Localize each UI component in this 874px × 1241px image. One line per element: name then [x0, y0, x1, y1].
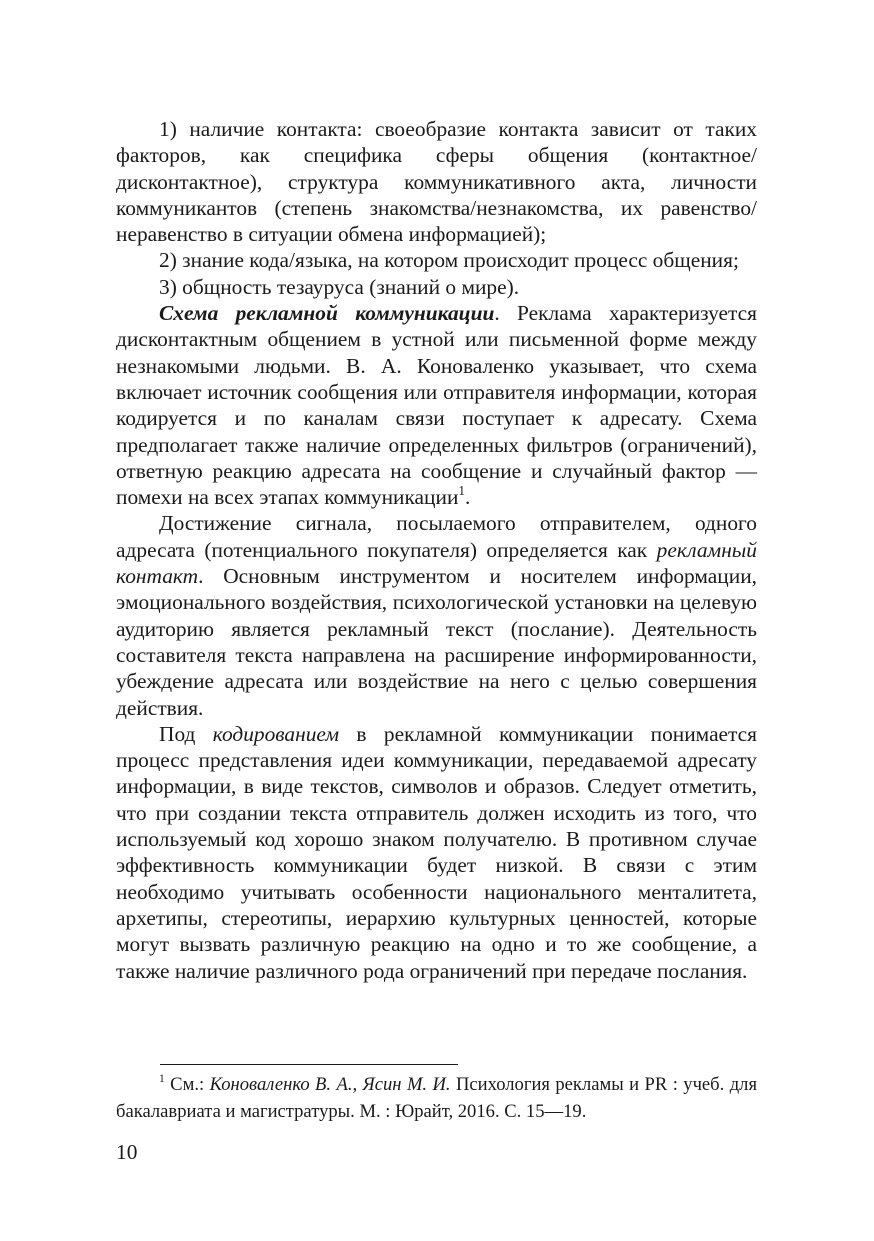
paragraph-ad-scheme-end: .: [465, 485, 471, 510]
paragraph-ad-contact-rest: . Основным инструментом и носителем информации, эмоционального воздействия, психологической установки на целевую аудиторию является рекламный текст (послание). Деятельность составителя текста направлена на расширение информированности, убеждение адресата или воздействие на него с целью совершения действия.: [116, 564, 757, 720]
paragraph-contact: 1) наличие контакта: своеобразие контакта зависит от таких факторов, как специфика сферы общения (контактное/дисконтактное), структура коммуникативного акта, личности коммуникантов (степень знакомства/незнакомства, их равенство/неравенство в ситуации обмена информацией);: [116, 117, 757, 247]
term-ad-scheme: Схема рекламной коммуникации: [159, 301, 495, 326]
paragraph-code: 2) знание кода/языка, на котором происходит процесс общения;: [159, 248, 739, 273]
paragraph-ad-contact: [116, 510, 757, 720]
page-body: [116, 116, 757, 984]
paragraph-ad-contact-start: Достижение сигнала, посылаемого отправителем, одного адресата (потенциального покупателя) определяется как: [116, 511, 757, 562]
footnote-authors: Коноваленко В. А., Ясин М. И.: [209, 1074, 451, 1095]
page-number: 10: [116, 1140, 138, 1164]
footnote-text: Психология рекламы и PR : учеб. для бакалавриата и магистратуры. М. : Юрайт, 2016. С. 15—19.: [116, 1074, 757, 1122]
paragraph-ad-scheme: [116, 300, 757, 510]
footnote: [116, 1072, 757, 1125]
term-ad-contact: рекламный контакт: [116, 537, 757, 589]
term-coding: кодированием: [212, 721, 340, 746]
paragraph-coding-start: Под: [159, 721, 213, 746]
paragraph-thesaurus: 3) общность тезауруса (знаний о мире).: [159, 274, 520, 299]
footnote-prefix: См.:: [164, 1074, 210, 1095]
footnote-reference: 1: [458, 483, 466, 499]
paragraph-coding-rest: в рекламной коммуникации понимается процесс представления идеи коммуникации, передаваемой адресату информации, в виде текстов, символов и образов. Следует отметить, что при создании текста отправитель должен исходить из того, что используемый код хорошо знаком получателю. В противном случае эффективность коммуникации будет низкой. В связи с этим необходимо учитывать особенности национального менталитета, архетипы, стереотипы, иерархию культурных ценностей, которые могут вызвать различную реакцию на одно и то же сообщение, а также наличие различного рода ограничений при передаче послания.: [116, 721, 757, 983]
footnote-divider: [160, 1064, 458, 1065]
footnote-mark: 1: [159, 1073, 165, 1086]
paragraph-ad-scheme-text: . Реклама характеризуется дисконтактным общением в устной или письменной форме между незнакомыми людьми. В. А. Коноваленко указывает, что схема включает источник сообщения или отправителя информации, которая кодируется и по каналам связи поступает к адресату. Схема предполагает также наличие определенных фильтров (ограничений), ответную реакцию адресата на сообщение и случайный фактор — помехи на всех этапах коммуникации: [116, 301, 757, 510]
paragraph-coding: [116, 721, 757, 984]
